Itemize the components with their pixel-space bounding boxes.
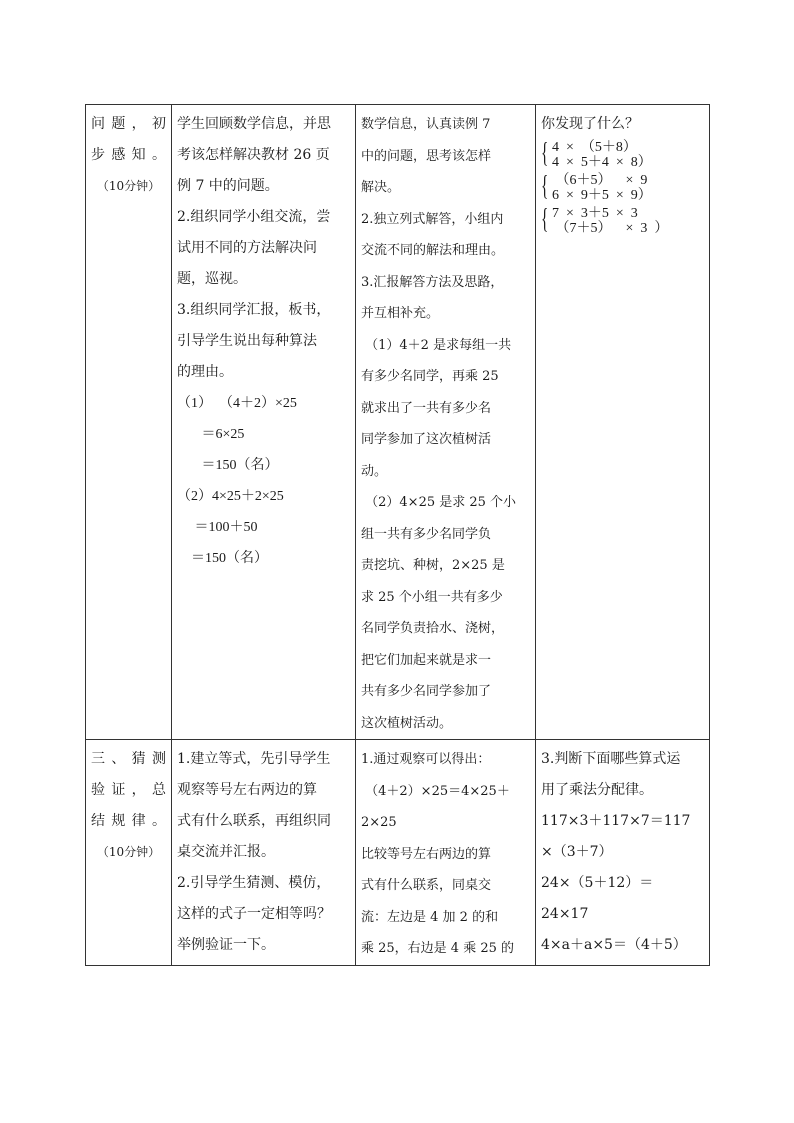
notes-line: 24×17 [541, 906, 589, 922]
equation-line: 6 × 9＋5 × 9） [552, 188, 652, 203]
equation-line: 4 × 5＋4 × 8） [552, 155, 652, 170]
notes-line: 3.判断下面哪些算式运 [541, 751, 681, 767]
stage-line: 步感知。 [91, 147, 166, 163]
teacher-line: 2.引导学生猜测、模仿， [177, 875, 331, 891]
table-row-stage-three [86, 740, 710, 966]
student-line: （2）4×25 是求 25 个小 [361, 495, 517, 510]
stage-line: 结规律。 [91, 813, 166, 829]
equation-pair [543, 140, 704, 170]
solution-line: ＝150（名） [177, 458, 279, 473]
teacher-line: 这样的式子一定相等吗？ [177, 906, 331, 922]
student-line: 责挖坑、种树，2×25 是 [361, 558, 505, 573]
student-line: 并互相补充。 [361, 306, 440, 321]
teacher-line: 学生回顾数学信息，并思 [177, 116, 331, 132]
notes-line: 用了乘法分配律。 [541, 782, 653, 798]
student-line: 比较等号左右两边的算 [361, 846, 492, 862]
stage-cell [86, 740, 172, 966]
notes-line: ×（3＋7） [541, 844, 613, 860]
design-notes-cell [536, 740, 710, 966]
lesson-plan-table [85, 104, 710, 966]
equation-pair [543, 206, 704, 236]
stage-duration: （10分钟） [96, 845, 161, 859]
equation-line: 7 × 3＋5 × 3 [552, 206, 638, 221]
student-line: 3.汇报解答方法及思路， [361, 274, 504, 290]
student-line: （4＋2）×25＝4×25＋ [361, 783, 510, 799]
teacher-line: 桌交流并汇报。 [177, 844, 275, 860]
student-line: 交流不同的解法和理由。 [361, 243, 505, 258]
teacher-line: 考该怎样解决教材 26 页 [177, 147, 330, 163]
teacher-line: 2.组织同学小组交流，尝 [177, 209, 331, 225]
teacher-line: 试用不同的方法解决问 [177, 240, 317, 256]
solution-line: ＝100＋50 [177, 520, 258, 535]
teacher-line: 观察等号左右两边的算 [177, 782, 317, 798]
student-line: 这次植树活动。 [361, 715, 453, 731]
teacher-activity-cell [172, 740, 356, 966]
teacher-line: 1.建立等式，先引导学生 [177, 751, 331, 767]
equation-line: 4 × （5＋8） [552, 140, 637, 155]
left-brace-icon: { [541, 204, 549, 235]
table-row-stage-two [86, 105, 710, 740]
student-line: 组一共有多少名同学负 [361, 526, 492, 542]
student-activity-cell [356, 105, 536, 740]
student-line: 求 25 个小组一共有多少 [361, 589, 503, 605]
left-brace-icon: { [541, 171, 549, 202]
stage-line: 验证，总 [91, 782, 166, 798]
teacher-line: 题，巡视。 [177, 271, 247, 287]
stage-cell [86, 105, 172, 740]
teacher-line: 3.组织同学汇报，板书， [177, 302, 331, 318]
student-line: 同学参加了这次植树活 [361, 432, 492, 447]
student-line: 动。 [361, 463, 388, 479]
student-line: 式有什么联系，同桌交 [361, 878, 492, 893]
notes-line: 4×a＋a×5＝（4＋5） [541, 937, 687, 953]
student-line: 名同学负责拾水、浇树， [361, 621, 505, 636]
student-activity-cell [356, 740, 536, 966]
solution-line: （1） （4＋2）×25 [177, 396, 297, 411]
teacher-activity-cell [172, 105, 356, 740]
stage-line: 问题，初 [91, 116, 166, 132]
student-line: 有多少名同学，再乘 25 [361, 369, 499, 384]
teacher-line: 例 7 中的问题。 [177, 178, 279, 194]
design-notes-cell [536, 105, 710, 740]
solution-line: ＝6×25 [177, 427, 245, 442]
equation-pair [543, 173, 704, 203]
student-line: 2×25 [361, 815, 397, 830]
stage-line: 三、猜测 [91, 751, 166, 767]
notes-line: 117×3＋117×7＝117 [541, 813, 691, 829]
student-line: 乘 25，右边是 4 乘 25 的 [361, 941, 515, 956]
notes-question: 你发现了什么？ [541, 116, 639, 132]
solution-line: ＝150（名） [177, 551, 268, 566]
student-line: 2.独立列式解答，小组内 [361, 211, 504, 227]
stage-duration: （10分钟） [96, 179, 161, 193]
equation-line: （6＋5） × 9 [552, 173, 648, 188]
solution-line: （2）4×25＋2×25 [177, 489, 284, 504]
student-line: 数学信息，认真读例 7 [361, 117, 491, 132]
teacher-line: 引导学生说出每种算法 [177, 333, 317, 349]
notes-line: 24×（5＋12）＝ [541, 875, 654, 891]
student-line: 1.通过观察可以得出： [361, 752, 491, 767]
student-line: 共有多少名同学参加了 [361, 684, 492, 699]
student-line: （1）4＋2 是求每组一共 [361, 337, 512, 353]
student-line: 就求出了一共有多少名 [361, 400, 492, 416]
student-line: 解决。 [361, 180, 401, 195]
student-line: 把它们加起来就是求一 [361, 652, 492, 668]
teacher-line: 式有什么联系，再组织同 [177, 813, 331, 829]
left-brace-icon: { [541, 138, 549, 169]
equation-line: （7＋5） × 3 ） [552, 221, 669, 236]
teacher-line: 的理由。 [177, 364, 233, 380]
student-line: 中的问题，思考该怎样 [361, 148, 492, 164]
student-line: 流：左边是 4 加 2 的和 [361, 909, 499, 925]
teacher-line: 举例验证一下。 [177, 937, 275, 953]
